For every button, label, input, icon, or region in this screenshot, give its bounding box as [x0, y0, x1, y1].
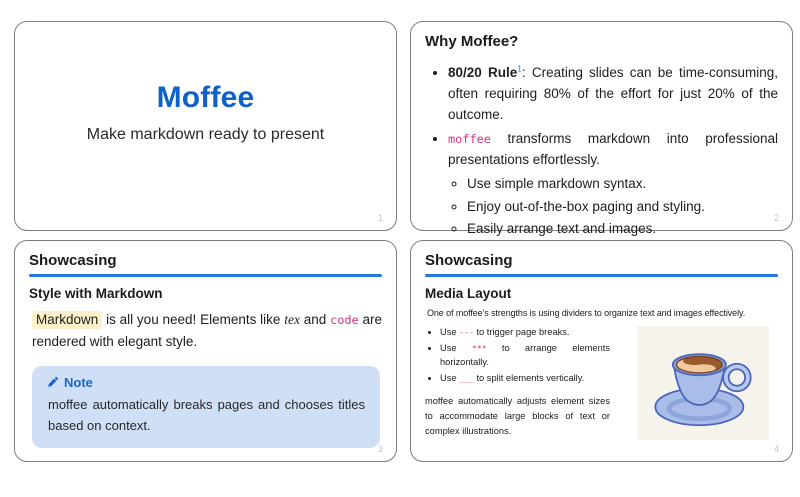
page-number: 3 [377, 444, 383, 454]
list-item [440, 342, 610, 370]
slide-heading: Showcasing [29, 252, 117, 269]
slide-subheading: Style with Markdown [29, 286, 163, 301]
note-admonition [32, 366, 380, 448]
list-item: ◦ Use simple markdown syntax. [467, 174, 778, 195]
list-item [440, 326, 610, 340]
list-item-text: • Use *** to arrange elements horizontally. [440, 342, 610, 367]
list-item: ◦ Enjoy out-of-the-box paging and styling. [467, 197, 778, 218]
paragraph: One of moffee’s strengths is using dividers to organize text and images effectively. [427, 308, 746, 318]
note-header [47, 375, 365, 390]
deck-title: Moffee [156, 80, 255, 114]
slide-why-moffee [410, 21, 793, 237]
pencil-icon [47, 376, 59, 388]
list-item-text: • 80/20 Rule$^1$: Creating slides can be time-consuming, often requiring 80% of the effort for just 20% of the outcome. [448, 63, 778, 122]
list-item [448, 129, 778, 241]
list-item: ◦ Easily arrange text and images. [467, 219, 778, 240]
list-item-text: • Use ___ to split elements vertically. [440, 372, 585, 383]
list-item-text: • moffee transforms markdown into professional presentations effortlessly. [448, 130, 778, 167]
deck-subtitle: Make markdown ready to present [86, 125, 325, 143]
heading-divider [425, 274, 778, 277]
text-column [425, 326, 610, 440]
slide-heading: Why Moffee? [425, 33, 519, 50]
slide-subheading: Media Layout [425, 286, 512, 301]
slide-style-with-markdown [14, 240, 397, 462]
two-column-layout [425, 326, 778, 440]
note-label: Note [64, 374, 93, 390]
page-number: 1 [377, 213, 383, 223]
paragraph: moffee automatically adjusts element sizes to accommodate large blocks of text or complex illustrations. [425, 395, 610, 436]
list-item-text: • Use --- to trigger page breaks. [440, 327, 570, 337]
slide-heading: Showcasing [425, 252, 513, 269]
sub-bullet-list [448, 174, 778, 241]
paragraph: Markdown is all you need! Elements like tex and code are rendered with elegant style. [32, 312, 382, 349]
coffee-cup-svg [648, 337, 758, 429]
heading-divider [29, 274, 382, 277]
note-text: moffee automatically breaks pages and chooses titles based on context. [48, 396, 365, 433]
list-item [440, 372, 610, 386]
slide-deck [14, 21, 800, 462]
coffee-cup-image [637, 326, 769, 440]
list-item [448, 63, 778, 126]
slide-media-layout [410, 240, 793, 462]
page-number: 4 [773, 444, 779, 454]
bullet-list [425, 63, 778, 243]
slide-cover [14, 21, 397, 231]
page-number: 2 [773, 213, 779, 223]
bullet-list [425, 326, 610, 386]
